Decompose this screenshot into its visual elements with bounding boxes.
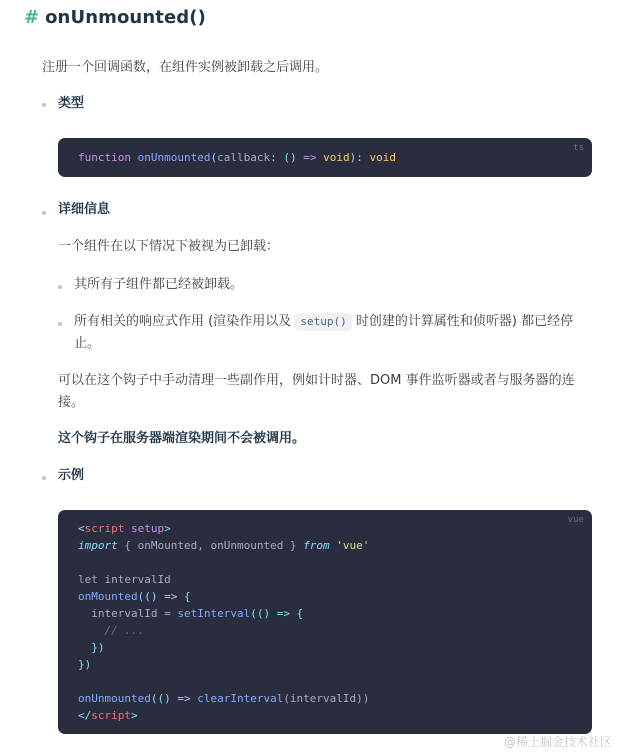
code-line [78,656,91,673]
code-token: : [270,151,284,164]
code-token: 'vue' [329,539,370,552]
code-comment: // ... [78,624,145,637]
section-label-details: 详细信息 [58,202,111,217]
example-code-block [58,510,592,734]
code-line [78,639,105,656]
code-token: function [78,151,131,164]
section-label-example: 示例 [58,468,85,483]
code-line [78,707,138,724]
code-token: > [131,709,138,722]
page-title [24,7,206,28]
bullet-dot [42,476,46,480]
inline-code-setup: setup() [295,313,351,331]
code-line [78,571,171,588]
code-line [78,520,171,537]
watermark: @稀土掘金技术社区 [503,735,612,749]
bullet-dot [42,211,46,215]
code-token: (intervalId)) [283,692,370,705]
code-token: script [91,709,131,722]
intro-paragraph: 注册一个回调函数，在组件实例被卸载之后调用。 [42,60,329,75]
code-token: { onMounted, onUnmounted } [117,539,304,552]
code-token: < [78,522,85,535]
code-token: callback [217,151,271,164]
code-token: setInterval [177,607,251,620]
code-line [78,588,191,605]
header-anchor-link[interactable]: # [24,7,40,28]
code-token: ( [210,151,218,164]
code-token: setup [124,522,165,535]
code-token: clearInterval [197,692,284,705]
details-lead: 一个组件在以下情况下被视为已卸载： [58,239,280,254]
details-bullet-1: 其所有子组件都已经被卸载。 [74,277,244,292]
page-title-text: onUnmounted() [45,7,206,28]
bullet-2-text: 时创建的计算属性和侦听器) 都已经停 [355,314,574,329]
code-token: script [84,522,125,535]
code-line [78,537,369,554]
code-token: let intervalId [78,573,171,586]
code-token: void [323,151,350,164]
code-token: (() => [150,692,198,705]
code-token: void [369,151,396,164]
code-token: import [78,539,118,552]
code-token [131,151,138,164]
code-token: onMounted [78,590,138,603]
code-token: }) [78,658,92,671]
code-line [78,605,303,622]
code-token: () [283,151,297,164]
type-code-block [58,138,592,177]
bullet-2-text: 所有相关的响应式作用 (渲染作用以及 [74,314,292,329]
code-token: }) [78,641,105,654]
bullet-dot [58,285,62,289]
code-line [78,149,396,166]
section-label-type: 类型 [58,96,85,111]
code-token: intervalId = [78,607,178,620]
code-lang-badge: ts [573,143,584,153]
details-bullet-2 [74,311,584,333]
code-token: > [164,522,171,535]
details-paragraph-line-1: 可以在这个钩子中手动清理一些副作用，例如计时器、DOM 事件监听器或者与服务器的连 [58,373,575,388]
code-line [78,622,144,639]
code-token: onUnmounted [137,151,211,164]
details-paragraph-line-2: 接。 [58,395,85,410]
details-bullet-2-continued: 止。 [74,336,101,351]
details-strong-note: 这个钩子在服务器端渲染期间不会被调用。 [58,431,306,446]
code-token: (() => { [250,607,304,620]
code-token: (() => { [137,590,191,603]
code-token: ): [349,151,370,164]
bullet-dot [42,103,46,107]
code-token: </ [78,709,92,722]
code-token: onUnmounted [78,692,151,705]
code-token: => [296,151,324,164]
bullet-dot [58,322,62,326]
code-line [78,690,369,707]
code-token: from [303,539,330,552]
code-lang-badge: vue [567,515,584,525]
